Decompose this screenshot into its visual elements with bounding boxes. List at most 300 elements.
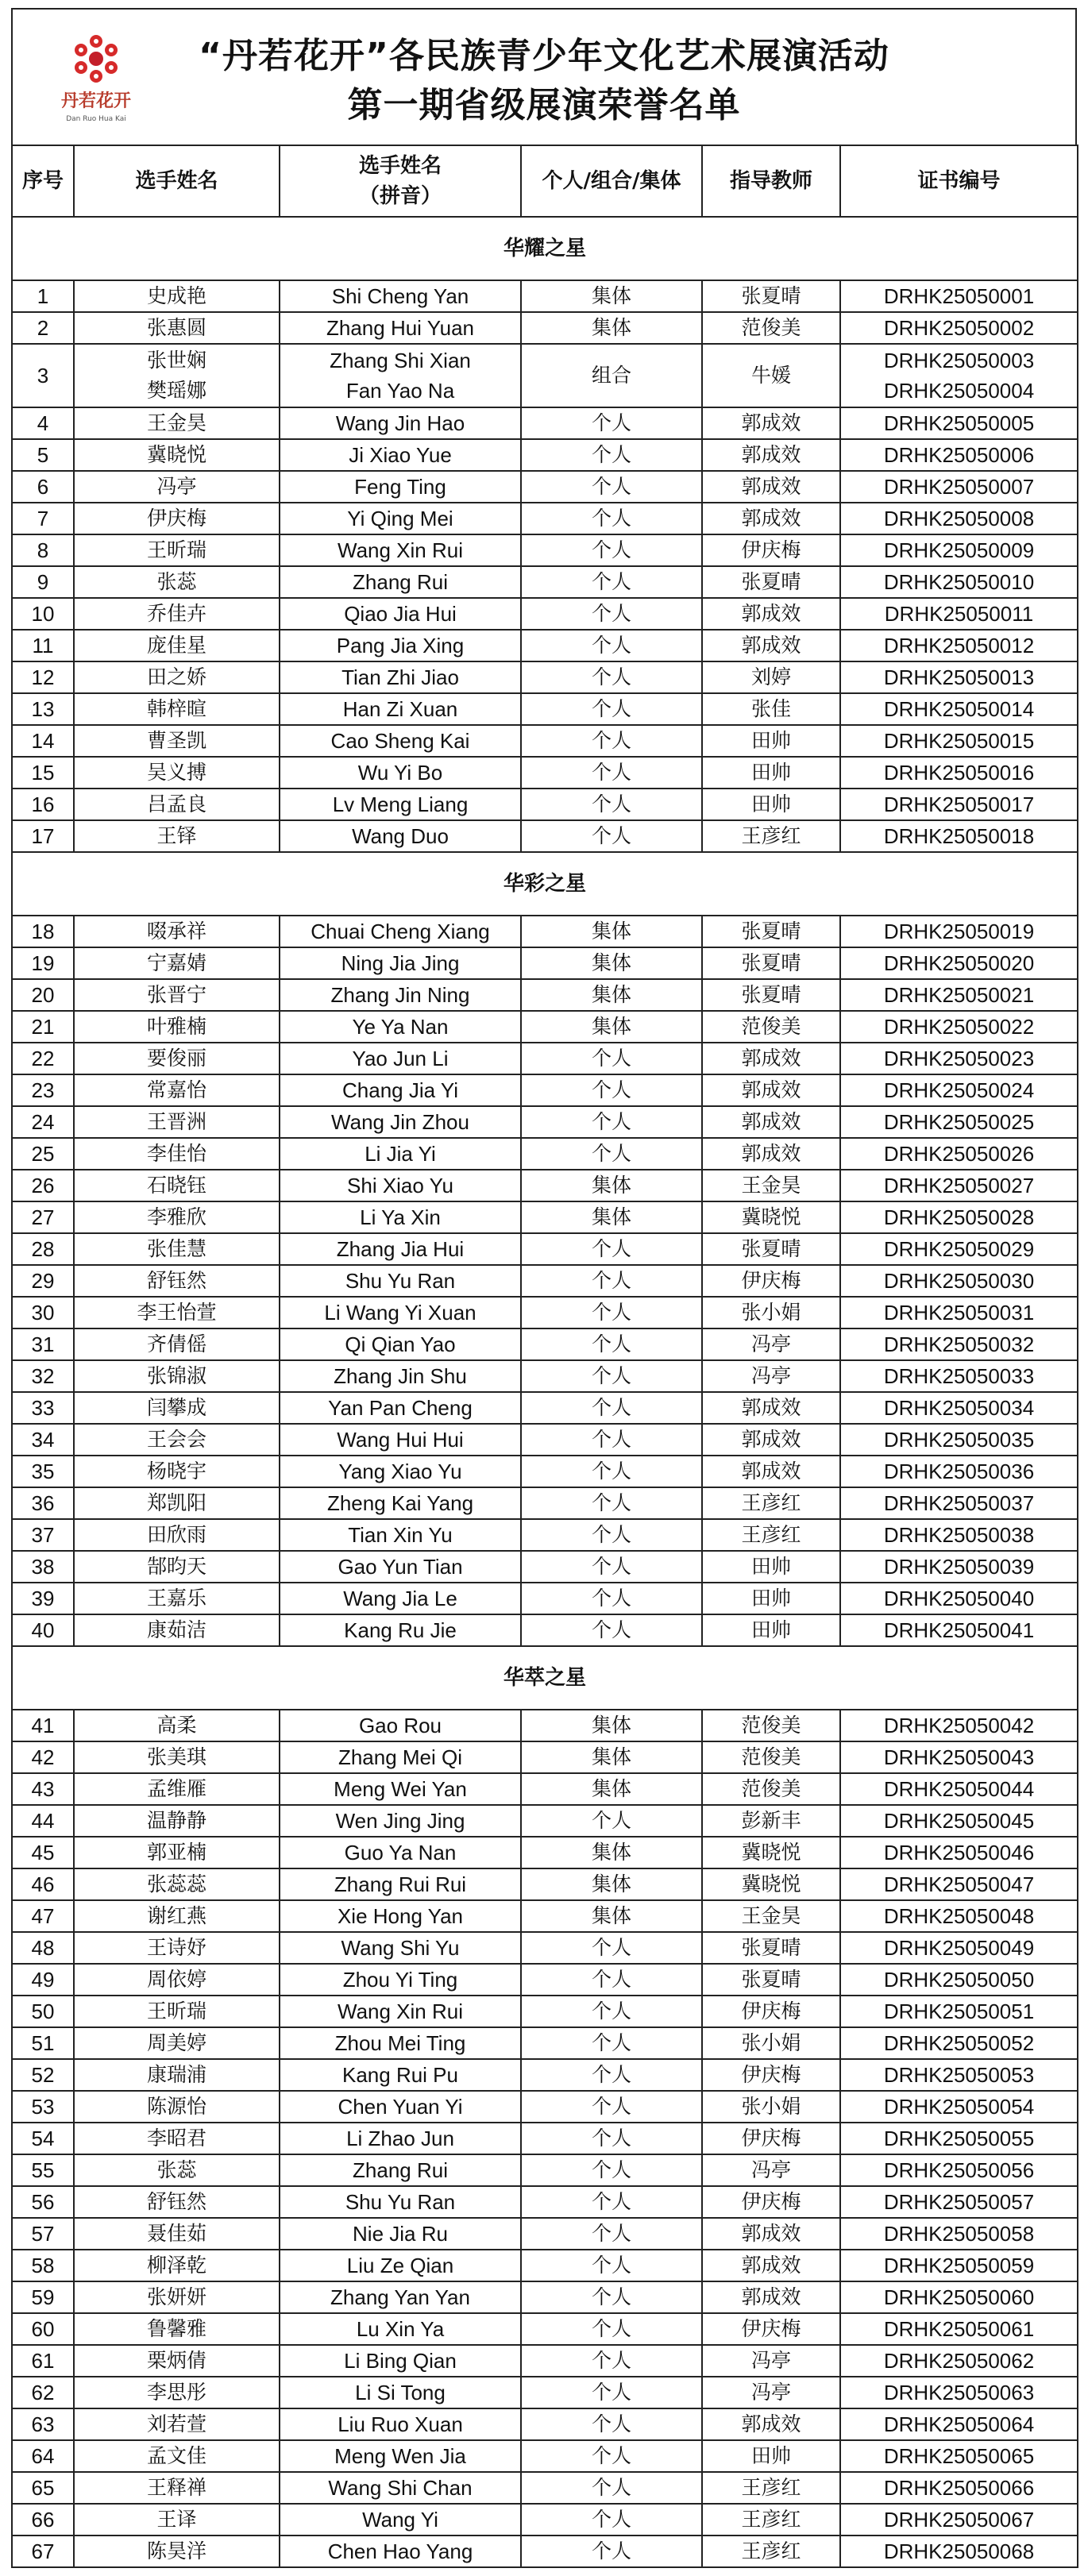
cell-no: 67 <box>12 2536 74 2567</box>
cell-type: 个人 <box>521 2408 702 2440</box>
table-row <box>12 1583 1078 1614</box>
cell-type: 个人 <box>521 1614 702 1646</box>
cell-teacher: 郭成效 <box>702 1074 840 1106</box>
cell-cert: DRHK25050015 <box>840 725 1078 757</box>
cell-no: 46 <box>12 1868 74 1900</box>
cell-name <box>74 344 280 407</box>
cell-type: 个人 <box>521 2059 702 2091</box>
table-row <box>12 1233 1078 1265</box>
cell-type: 个人 <box>521 1328 702 1360</box>
cell-cert: DRHK25050068 <box>840 2536 1078 2567</box>
cell-type: 集体 <box>521 1868 702 1900</box>
col-header-pinyin <box>280 145 521 217</box>
cell-cert: DRHK25050028 <box>840 1201 1078 1233</box>
cell-pinyin: Yang Xiao Yu <box>280 1456 521 1487</box>
table-row <box>12 2218 1078 2250</box>
cell-name: 周依婷 <box>74 1964 280 1996</box>
cell-no: 11 <box>12 630 74 661</box>
cell-teacher: 王彦红 <box>702 820 840 852</box>
cell-type: 个人 <box>521 1964 702 1996</box>
cell-name: 舒钰然 <box>74 1265 280 1297</box>
cell-teacher: 张小娟 <box>702 2027 840 2059</box>
section-title: 华萃之星 <box>12 1646 1078 1710</box>
cell-teacher: 张夏晴 <box>702 1233 840 1265</box>
table-row <box>12 1170 1078 1201</box>
table-row <box>12 916 1078 947</box>
table-row <box>12 1201 1078 1233</box>
section-title: 华耀之星 <box>12 217 1078 280</box>
cell-no: 13 <box>12 693 74 725</box>
cell-type: 个人 <box>521 757 702 789</box>
table-row <box>12 439 1078 471</box>
cell-type: 个人 <box>521 1487 702 1519</box>
cell-cert: DRHK25050019 <box>840 916 1078 947</box>
cell-pinyin: Wang Hui Hui <box>280 1424 521 1456</box>
table-row <box>12 407 1078 439</box>
logo-subtitle: Dan Ruo Hua Kai <box>66 115 126 123</box>
cell-type: 个人 <box>521 534 702 566</box>
table-row <box>12 693 1078 725</box>
cell-no: 39 <box>12 1583 74 1614</box>
cell-teacher: 郭成效 <box>702 1138 840 1170</box>
cell-name: 聂佳茹 <box>74 2218 280 2250</box>
cell-type: 个人 <box>521 1043 702 1074</box>
cell-no: 45 <box>12 1837 74 1868</box>
cell-teacher: 伊庆梅 <box>702 2059 840 2091</box>
cell-cert: DRHK25050009 <box>840 534 1078 566</box>
cell-no: 3 <box>12 344 74 407</box>
cell-type: 个人 <box>521 1424 702 1456</box>
cell-cert: DRHK25050027 <box>840 1170 1078 1201</box>
cell-pinyin: Chen Yuan Yi <box>280 2091 521 2123</box>
cell-name: 高柔 <box>74 1710 280 1741</box>
cell-cert: DRHK25050059 <box>840 2250 1078 2281</box>
table-row <box>12 534 1078 566</box>
cell-cert: DRHK25050038 <box>840 1519 1078 1551</box>
cell-pinyin: Li Si Tong <box>280 2377 521 2408</box>
cell-pinyin: Qi Qian Yao <box>280 1328 521 1360</box>
cell-teacher: 田帅 <box>702 1614 840 1646</box>
cell-no: 7 <box>12 503 74 534</box>
col-header-type: 个人/组合/集体 <box>521 145 702 217</box>
table-row <box>12 1328 1078 1360</box>
cell-teacher: 田帅 <box>702 2440 840 2472</box>
cell-pinyin: Kang Ru Jie <box>280 1614 521 1646</box>
col-header-teacher: 指导教师 <box>702 145 840 217</box>
cell-cert: DRHK25050053 <box>840 2059 1078 2091</box>
cell-type: 个人 <box>521 471 702 503</box>
cell-no: 43 <box>12 1773 74 1805</box>
cell-no: 27 <box>12 1201 74 1233</box>
cell-teacher: 郭成效 <box>702 1043 840 1074</box>
cell-cert: DRHK25050031 <box>840 1297 1078 1328</box>
cell-cert: DRHK25050045 <box>840 1805 1078 1837</box>
cell-pinyin: Wang Xin Rui <box>280 1996 521 2027</box>
cell-name: 啜承祥 <box>74 916 280 947</box>
cell-cert: DRHK25050047 <box>840 1868 1078 1900</box>
cell-cert: DRHK25050055 <box>840 2123 1078 2154</box>
cell-type: 个人 <box>521 2186 702 2218</box>
cell-name: 陈源怡 <box>74 2091 280 2123</box>
cell-type: 个人 <box>521 789 702 820</box>
cell-type: 个人 <box>521 2536 702 2567</box>
section-row <box>12 852 1078 916</box>
table-row <box>12 312 1078 344</box>
table-row <box>12 1773 1078 1805</box>
cell-no: 47 <box>12 1900 74 1932</box>
cell-pinyin: Wang Duo <box>280 820 521 852</box>
cell-type: 个人 <box>521 1551 702 1583</box>
table-row <box>12 1519 1078 1551</box>
cell-name: 冯亭 <box>74 471 280 503</box>
cell-no: 62 <box>12 2377 74 2408</box>
table-row <box>12 1614 1078 1646</box>
cell-pinyin: Yi Qing Mei <box>280 503 521 534</box>
cell-type: 集体 <box>521 1710 702 1741</box>
cell-teacher: 范俊美 <box>702 1741 840 1773</box>
cell-type: 个人 <box>521 2281 702 2313</box>
cell-name-line2: 樊瑶娜 <box>146 379 206 402</box>
cell-name: 王金昊 <box>74 407 280 439</box>
cell-cert: DRHK25050026 <box>840 1138 1078 1170</box>
cell-teacher: 王彦红 <box>702 1519 840 1551</box>
cell-teacher: 田帅 <box>702 1551 840 1583</box>
cell-teacher: 范俊美 <box>702 1773 840 1805</box>
cell-type: 个人 <box>521 1456 702 1487</box>
cell-cert: DRHK25050005 <box>840 407 1078 439</box>
cell-pinyin: Zhang Rui <box>280 2154 521 2186</box>
cell-type: 个人 <box>521 693 702 725</box>
cell-name: 郑凯阳 <box>74 1487 280 1519</box>
cell-no: 53 <box>12 2091 74 2123</box>
table-row <box>12 2281 1078 2313</box>
cell-teacher: 冯亭 <box>702 2377 840 2408</box>
cell-name: 王嘉乐 <box>74 1583 280 1614</box>
table-row <box>12 1265 1078 1297</box>
cell-type: 集体 <box>521 979 702 1011</box>
cell-type: 个人 <box>521 725 702 757</box>
cell-teacher: 冯亭 <box>702 1328 840 1360</box>
cell-no: 40 <box>12 1614 74 1646</box>
cell-no: 30 <box>12 1297 74 1328</box>
cell-no: 36 <box>12 1487 74 1519</box>
cell-name: 康茹洁 <box>74 1614 280 1646</box>
table-row <box>12 757 1078 789</box>
title-line-1: “丹若花开”各民族青少年文化艺术展演活动 <box>199 36 889 76</box>
cell-pinyin: Liu Ruo Xuan <box>280 2408 521 2440</box>
cell-no: 22 <box>12 1043 74 1074</box>
cell-teacher: 田帅 <box>702 789 840 820</box>
cell-cert: DRHK25050050 <box>840 1964 1078 1996</box>
cell-name: 曹圣凯 <box>74 725 280 757</box>
cell-teacher: 郭成效 <box>702 1106 840 1138</box>
cell-name: 谢红燕 <box>74 1900 280 1932</box>
cell-no: 51 <box>12 2027 74 2059</box>
cell-no: 34 <box>12 1424 74 1456</box>
cell-no: 5 <box>12 439 74 471</box>
cell-type: 集体 <box>521 280 702 312</box>
cell-no: 28 <box>12 1233 74 1265</box>
cell-type: 集体 <box>521 312 702 344</box>
cell-no: 58 <box>12 2250 74 2281</box>
cell-no: 49 <box>12 1964 74 1996</box>
cell-name: 要俊丽 <box>74 1043 280 1074</box>
cell-type: 个人 <box>521 407 702 439</box>
table-row <box>12 2408 1078 2440</box>
cell-teacher: 郭成效 <box>702 2281 840 2313</box>
table-row <box>12 471 1078 503</box>
cell-name: 闫攀成 <box>74 1392 280 1424</box>
cell-type: 个人 <box>521 2472 702 2504</box>
cell-teacher: 田帅 <box>702 725 840 757</box>
cell-cert: DRHK25050041 <box>840 1614 1078 1646</box>
cell-cert: DRHK25050025 <box>840 1106 1078 1138</box>
cell-cert: DRHK25050029 <box>840 1233 1078 1265</box>
cell-type: 个人 <box>521 1996 702 2027</box>
cell-cert: DRHK25050054 <box>840 2091 1078 2123</box>
table-row <box>12 2123 1078 2154</box>
cell-teacher: 郭成效 <box>702 407 840 439</box>
cell-no: 60 <box>12 2313 74 2345</box>
cell-no: 41 <box>12 1710 74 1741</box>
table-row <box>12 2313 1078 2345</box>
cell-teacher: 张夏晴 <box>702 916 840 947</box>
cell-name: 叶雅楠 <box>74 1011 280 1043</box>
cell-name: 孟维雁 <box>74 1773 280 1805</box>
cell-type: 个人 <box>521 1583 702 1614</box>
cell-teacher: 郭成效 <box>702 598 840 630</box>
cell-no: 32 <box>12 1360 74 1392</box>
cell-cert: DRHK25050057 <box>840 2186 1078 2218</box>
cell-name: 田欣雨 <box>74 1519 280 1551</box>
cell-no: 44 <box>12 1805 74 1837</box>
cell-cert: DRHK25050001 <box>840 280 1078 312</box>
cell-type: 个人 <box>521 1932 702 1964</box>
table-row <box>12 1710 1078 1741</box>
cell-name: 郭亚楠 <box>74 1837 280 1868</box>
cell-pinyin-line2: Fan Yao Na <box>345 379 455 403</box>
cell-teacher: 张夏晴 <box>702 947 840 979</box>
cell-name: 冀晓悦 <box>74 439 280 471</box>
cell-type: 个人 <box>521 2218 702 2250</box>
honor-list-table <box>11 145 1078 2568</box>
cell-pinyin: Chang Jia Yi <box>280 1074 521 1106</box>
cell-type: 个人 <box>521 1360 702 1392</box>
cell-type: 个人 <box>521 1106 702 1138</box>
cell-pinyin: Feng Ting <box>280 471 521 503</box>
cell-no: 66 <box>12 2504 74 2536</box>
col-header-no: 序号 <box>12 145 74 217</box>
cell-name: 史成艳 <box>74 280 280 312</box>
table-row <box>12 566 1078 598</box>
cell-teacher: 王金昊 <box>702 1170 840 1201</box>
cell-cert-line2: DRHK25050004 <box>883 379 1035 403</box>
cell-type: 个人 <box>521 661 702 693</box>
table-row <box>12 1011 1078 1043</box>
table-row <box>12 1964 1078 1996</box>
cell-type: 集体 <box>521 1900 702 1932</box>
cell-no: 10 <box>12 598 74 630</box>
cell-cert: DRHK25050007 <box>840 471 1078 503</box>
cell-name: 张锦淑 <box>74 1360 280 1392</box>
cell-cert: DRHK25050017 <box>840 789 1078 820</box>
cell-name: 陈昊洋 <box>74 2536 280 2567</box>
cell-no: 2 <box>12 312 74 344</box>
cell-cert: DRHK25050062 <box>840 2345 1078 2377</box>
col-header-cert: 证书编号 <box>840 145 1078 217</box>
cell-teacher: 王彦红 <box>702 2536 840 2567</box>
cell-type: 个人 <box>521 566 702 598</box>
cell-pinyin: Ning Jia Jing <box>280 947 521 979</box>
cell-cert: DRHK25050024 <box>840 1074 1078 1106</box>
cell-cert: DRHK25050066 <box>840 2472 1078 2504</box>
table-row <box>12 1360 1078 1392</box>
cell-name: 张惠圆 <box>74 312 280 344</box>
cell-type: 集体 <box>521 916 702 947</box>
cell-cert: DRHK25050016 <box>840 757 1078 789</box>
cell-teacher: 田帅 <box>702 757 840 789</box>
cell-type: 个人 <box>521 2313 702 2345</box>
section-title: 华彩之星 <box>12 852 1078 916</box>
table-row <box>12 2091 1078 2123</box>
cell-name: 常嘉怡 <box>74 1074 280 1106</box>
table-row <box>12 1043 1078 1074</box>
cell-cert: DRHK25050008 <box>840 503 1078 534</box>
cell-pinyin: Ye Ya Nan <box>280 1011 521 1043</box>
cell-pinyin: Li Wang Yi Xuan <box>280 1297 521 1328</box>
cell-cert: DRHK25050023 <box>840 1043 1078 1074</box>
cell-name: 张晋宁 <box>74 979 280 1011</box>
cell-no: 59 <box>12 2281 74 2313</box>
col-header-name: 选手姓名 <box>74 145 280 217</box>
table-row <box>12 280 1078 312</box>
cell-name: 柳泽乾 <box>74 2250 280 2281</box>
cell-pinyin: Ji Xiao Yue <box>280 439 521 471</box>
cell-teacher: 伊庆梅 <box>702 2123 840 2154</box>
cell-no: 37 <box>12 1519 74 1551</box>
cell-cert: DRHK25050058 <box>840 2218 1078 2250</box>
cell-no: 21 <box>12 1011 74 1043</box>
cell-pinyin: Zhang Rui <box>280 566 521 598</box>
cell-no: 50 <box>12 1996 74 2027</box>
cell-cert: DRHK25050049 <box>840 1932 1078 1964</box>
cell-pinyin: Wang Jin Hao <box>280 407 521 439</box>
table-row <box>12 1551 1078 1583</box>
cell-name: 杨晓宇 <box>74 1456 280 1487</box>
cell-pinyin: Tian Xin Yu <box>280 1519 521 1551</box>
cell-cert: DRHK25050021 <box>840 979 1078 1011</box>
cell-cert: DRHK25050044 <box>840 1773 1078 1805</box>
cell-name: 李思彤 <box>74 2377 280 2408</box>
cell-name: 韩梓暄 <box>74 693 280 725</box>
cell-pinyin: Chen Hao Yang <box>280 2536 521 2567</box>
cell-pinyin <box>280 344 521 407</box>
table-row <box>12 2377 1078 2408</box>
cell-teacher: 冯亭 <box>702 2154 840 2186</box>
cell-type: 个人 <box>521 503 702 534</box>
cell-no: 12 <box>12 661 74 693</box>
cell-name: 张美琪 <box>74 1741 280 1773</box>
table-row <box>12 2250 1078 2281</box>
col-header-pinyin-line2: （拼音） <box>358 184 442 208</box>
cell-pinyin: Li Ya Xin <box>280 1201 521 1233</box>
cell-type: 个人 <box>521 1265 702 1297</box>
cell-teacher: 田帅 <box>702 1583 840 1614</box>
cell-pinyin: Wen Jing Jing <box>280 1805 521 1837</box>
cell-teacher: 牛媛 <box>702 344 840 407</box>
cell-type: 个人 <box>521 598 702 630</box>
table-row <box>12 1805 1078 1837</box>
cell-cert: DRHK25050022 <box>840 1011 1078 1043</box>
table-row <box>12 1138 1078 1170</box>
table-row <box>12 2059 1078 2091</box>
cell-cert: DRHK25050056 <box>840 2154 1078 2186</box>
cell-pinyin: Pang Jia Xing <box>280 630 521 661</box>
cell-teacher: 王彦红 <box>702 2472 840 2504</box>
cell-cert: DRHK25050013 <box>840 661 1078 693</box>
cell-name: 王昕瑞 <box>74 1996 280 2027</box>
cell-cert: DRHK25050060 <box>840 2281 1078 2313</box>
cell-cert: DRHK25050034 <box>840 1392 1078 1424</box>
cell-pinyin: Zhang Jin Shu <box>280 1360 521 1392</box>
cell-no: 38 <box>12 1551 74 1583</box>
table-row <box>12 979 1078 1011</box>
cell-name: 宁嘉婧 <box>74 947 280 979</box>
cell-pinyin: Shu Yu Ran <box>280 2186 521 2218</box>
cell-teacher: 范俊美 <box>702 312 840 344</box>
cell-no: 31 <box>12 1328 74 1360</box>
table-row <box>12 1106 1078 1138</box>
cell-name: 鲁馨雅 <box>74 2313 280 2345</box>
table-row <box>12 1487 1078 1519</box>
cell-name: 栗炳倩 <box>74 2345 280 2377</box>
table-row <box>12 1900 1078 1932</box>
table-row <box>12 2027 1078 2059</box>
cell-name: 王铎 <box>74 820 280 852</box>
cell-name: 李雅欣 <box>74 1201 280 1233</box>
cell-pinyin: Wang Jia Le <box>280 1583 521 1614</box>
cell-type: 集体 <box>521 1011 702 1043</box>
cell-type: 组合 <box>521 344 702 407</box>
cell-type: 个人 <box>521 1805 702 1837</box>
table-row <box>12 1741 1078 1773</box>
cell-pinyin: Shi Xiao Yu <box>280 1170 521 1201</box>
cell-name: 齐倩傜 <box>74 1328 280 1360</box>
cell-teacher: 王彦红 <box>702 2504 840 2536</box>
cell-teacher: 张夏晴 <box>702 280 840 312</box>
cell-no: 24 <box>12 1106 74 1138</box>
cell-cert: DRHK25050065 <box>840 2440 1078 2472</box>
cell-no: 48 <box>12 1932 74 1964</box>
cell-no: 8 <box>12 534 74 566</box>
cell-cert: DRHK25050020 <box>840 947 1078 979</box>
cell-type: 集体 <box>521 1201 702 1233</box>
table-row <box>12 725 1078 757</box>
cell-pinyin: Han Zi Xuan <box>280 693 521 725</box>
cell-cert: DRHK25050014 <box>840 693 1078 725</box>
table-row <box>12 2472 1078 2504</box>
cell-pinyin: Zhang Hui Yuan <box>280 312 521 344</box>
cell-cert: DRHK25050018 <box>840 820 1078 852</box>
cell-name: 舒钰然 <box>74 2186 280 2218</box>
table-row <box>12 947 1078 979</box>
cell-type: 集体 <box>521 1837 702 1868</box>
cell-pinyin: Cao Sheng Kai <box>280 725 521 757</box>
cell-name: 王晋洲 <box>74 1106 280 1138</box>
cell-name: 石晓钰 <box>74 1170 280 1201</box>
cell-cert: DRHK25050061 <box>840 2313 1078 2345</box>
cell-teacher: 伊庆梅 <box>702 2186 840 2218</box>
